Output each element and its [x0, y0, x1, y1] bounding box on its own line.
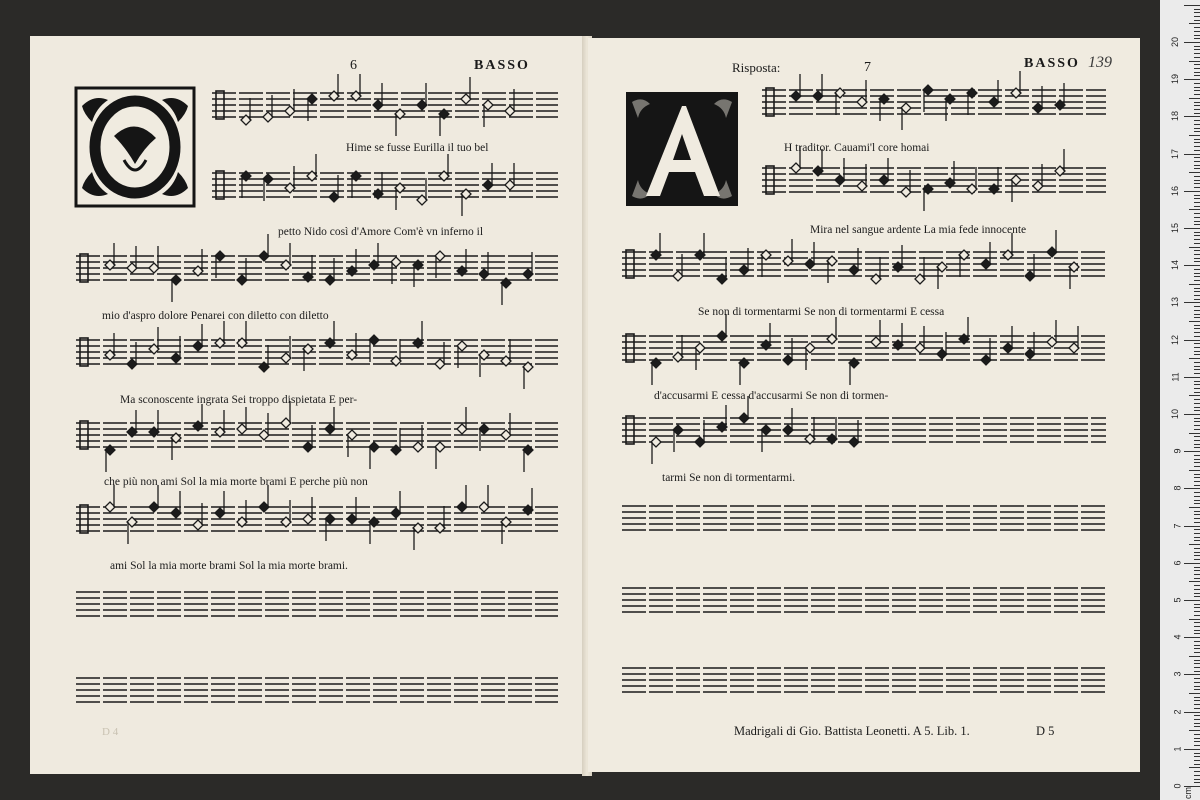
ruler-tick: [1194, 373, 1200, 374]
ruler-tick: [1184, 42, 1200, 43]
ruler-tick: [1184, 377, 1200, 378]
ruler-label: 0: [1172, 783, 1183, 789]
ruler-tick: [1194, 94, 1200, 95]
ruler-tick: [1189, 581, 1200, 582]
ruler-tick: [1194, 351, 1200, 352]
ruler-tick: [1194, 708, 1200, 709]
lyric-line-1: H traditor. Cauami'l core homai: [784, 142, 930, 154]
ruler-label: 15: [1169, 222, 1180, 234]
ruler-tick: [1194, 273, 1200, 274]
ruler-label: 5: [1172, 597, 1183, 603]
ruler-tick: [1189, 98, 1200, 99]
ruler-tick: [1189, 321, 1200, 322]
ruler-label: 2: [1172, 709, 1183, 715]
page-signature: D 5: [1036, 724, 1055, 738]
ruler-tick: [1194, 53, 1200, 54]
ruler-tick: [1194, 418, 1200, 419]
ruler-tick: [1194, 462, 1200, 463]
ruler-tick: [1194, 570, 1200, 571]
ruler-tick: [1194, 150, 1200, 151]
ruler-tick: [1194, 46, 1200, 47]
ruler-tick: [1194, 407, 1200, 408]
ruler-tick: [1184, 302, 1200, 303]
ruler-tick: [1194, 496, 1200, 497]
ruler-label: 9: [1172, 448, 1183, 454]
ruler-label: 6: [1172, 560, 1183, 566]
ruler-tick: [1194, 753, 1200, 754]
ruler-tick: [1194, 269, 1200, 270]
lyric-line-2: Mira nel sangue ardente La mia fede innocente: [810, 224, 1027, 236]
ruler-tick: [1194, 102, 1200, 103]
ruler-tick: [1194, 124, 1200, 125]
ruler-label: 18: [1169, 111, 1180, 122]
ruler-tick: [1189, 693, 1200, 694]
ruler-label: 12: [1169, 334, 1180, 345]
ruler-tick: [1194, 492, 1200, 493]
ruler-tick: [1184, 488, 1200, 489]
ruler-tick: [1184, 340, 1200, 341]
lyric-line-4: d'accusarmi E cessa d'accusarmi Se non di tormen-: [654, 390, 889, 402]
ruler-tick: [1194, 57, 1200, 58]
ruler-tick: [1194, 760, 1200, 761]
ruler-tick: [1189, 395, 1200, 396]
ruler-tick: [1194, 518, 1200, 519]
ruler-tick: [1194, 325, 1200, 326]
ruler-tick: [1194, 615, 1200, 616]
ruler-tick: [1194, 689, 1200, 690]
ruler-tick: [1194, 347, 1200, 348]
ruler-tick: [1194, 299, 1200, 300]
ruler-tick: [1189, 470, 1200, 471]
lyric-line-1: Hime se fusse Eurilla il tuo bel: [346, 142, 489, 154]
ruler-tick: [1194, 235, 1200, 236]
ruler-tick: [1184, 749, 1200, 750]
ruler-tick: [1194, 589, 1200, 590]
ruler-tick: [1184, 526, 1200, 527]
ruler-tick: [1189, 619, 1200, 620]
ruler-tick: [1194, 295, 1200, 296]
ruler-tick: [1189, 61, 1200, 62]
ruler-tick: [1194, 83, 1200, 84]
lyric-line-5: tarmi Se non di tormentarmi.: [662, 472, 796, 484]
ruler-tick: [1194, 511, 1200, 512]
ruler-tick: [1194, 213, 1200, 214]
ruler-tick: [1194, 648, 1200, 649]
ruler-tick: [1194, 782, 1200, 783]
ruler-tick: [1194, 142, 1200, 143]
ruler-tick: [1194, 719, 1200, 720]
ruler-tick: [1194, 161, 1200, 162]
ruler-tick: [1194, 436, 1200, 437]
ruler-tick: [1184, 414, 1200, 415]
ruler-label: 1: [1172, 746, 1183, 752]
ruler-tick: [1189, 172, 1200, 173]
ruler-tick: [1194, 35, 1200, 36]
ruler-tick: [1194, 72, 1200, 73]
ruler-tick: [1194, 254, 1200, 255]
ruler-tick: [1194, 779, 1200, 780]
ruler-tick: [1194, 217, 1200, 218]
ruler-tick: [1194, 195, 1200, 196]
ruler-tick: [1194, 559, 1200, 560]
ruler-tick: [1194, 9, 1200, 10]
ruler-tick: [1184, 712, 1200, 713]
ruler-tick: [1194, 503, 1200, 504]
ruler-tick: [1194, 578, 1200, 579]
left-page-number: 6: [350, 58, 357, 73]
ruler-tick: [1194, 593, 1200, 594]
ruler-tick: [1194, 540, 1200, 541]
ruler-tick: [1194, 20, 1200, 21]
signature-mark: D 4: [102, 726, 119, 738]
ruler-tick: [1194, 474, 1200, 475]
ruler-tick: [1194, 641, 1200, 642]
ruler-tick: [1194, 611, 1200, 612]
ruler-tick: [1194, 384, 1200, 385]
ruler-tick: [1194, 700, 1200, 701]
ruler-tick: [1194, 533, 1200, 534]
ruler-tick: [1194, 607, 1200, 608]
ruler-tick: [1194, 105, 1200, 106]
ruler-tick: [1184, 116, 1200, 117]
ruler-tick: [1194, 429, 1200, 430]
ruler-tick: [1184, 451, 1200, 452]
lyric-line-6: ami Sol la mia morte brami Sol la mia morte brami.: [110, 560, 348, 572]
ruler-tick: [1189, 135, 1200, 136]
ruler-tick: [1194, 366, 1200, 367]
ruler-tick: [1194, 678, 1200, 679]
ruler-label: 4: [1172, 634, 1183, 640]
ruler-tick: [1194, 221, 1200, 222]
ruler-tick: [1194, 343, 1200, 344]
ruler-tick: [1194, 663, 1200, 664]
ruler-tick: [1194, 555, 1200, 556]
ruler-tick: [1194, 87, 1200, 88]
ruler-tick: [1189, 767, 1200, 768]
ruler-tick: [1194, 139, 1200, 140]
ruler-tick: [1194, 447, 1200, 448]
ruler-tick: [1194, 440, 1200, 441]
ruler-tick: [1189, 507, 1200, 508]
ruler-tick: [1194, 49, 1200, 50]
ruler-tick: [1184, 637, 1200, 638]
ruler-tick: [1194, 626, 1200, 627]
lyric-line-2: petto Nido così d'Amore Com'è vn inferno il: [278, 226, 484, 238]
ruler-tick: [1194, 369, 1200, 370]
ruler-tick: [1194, 522, 1200, 523]
ruler-label: 8: [1172, 485, 1183, 491]
ruler-tick: [1194, 183, 1200, 184]
ruler-tick: [1194, 157, 1200, 158]
ruler-tick: [1194, 12, 1200, 13]
ruler-tick: [1189, 209, 1200, 210]
ruler-tick: [1194, 261, 1200, 262]
ruler-tick: [1194, 168, 1200, 169]
ruler-tick: [1194, 202, 1200, 203]
ruler-tick: [1194, 198, 1200, 199]
ruler-tick: [1189, 544, 1200, 545]
ruler-tick: [1194, 734, 1200, 735]
ruler-tick: [1184, 228, 1200, 229]
measurement-ruler: [1160, 0, 1200, 800]
ruler-tick: [1194, 336, 1200, 337]
ruler-tick: [1194, 738, 1200, 739]
ruler-tick: [1194, 31, 1200, 32]
ruler-tick: [1189, 284, 1200, 285]
ruler-tick: [1194, 444, 1200, 445]
ruler-tick: [1194, 723, 1200, 724]
ruler-tick: [1194, 425, 1200, 426]
ruler-tick: [1194, 128, 1200, 129]
ruler-tick: [1194, 280, 1200, 281]
ruler-tick: [1184, 191, 1200, 192]
ruler-tick: [1194, 537, 1200, 538]
ruler-tick: [1194, 715, 1200, 716]
ruler-tick: [1194, 187, 1200, 188]
ruler-tick: [1194, 500, 1200, 501]
ruler-tick: [1194, 775, 1200, 776]
lyric-line-3: Se non di tormentarmi Se non di tormentarmi E cessa: [698, 306, 945, 318]
ruler-tick: [1184, 563, 1200, 564]
ruler-tick: [1189, 656, 1200, 657]
ruler-tick: [1194, 64, 1200, 65]
ruler-tick: [1184, 600, 1200, 601]
ruler-tick: [1184, 79, 1200, 80]
ruler-tick: [1194, 310, 1200, 311]
ruler-tick: [1194, 604, 1200, 605]
ruler-tick: [1194, 206, 1200, 207]
ruler-label: 16: [1169, 185, 1180, 196]
ruler-tick: [1194, 146, 1200, 147]
ruler-label: 13: [1169, 297, 1180, 308]
ruler-tick: [1194, 514, 1200, 515]
ruler-tick: [1194, 660, 1200, 661]
ruler-label: 7: [1172, 523, 1183, 529]
ruler-tick: [1194, 459, 1200, 460]
ruler-tick: [1194, 288, 1200, 289]
ruler-tick: [1194, 697, 1200, 698]
ruler-tick: [1194, 109, 1200, 110]
ruler-label: 14: [1169, 260, 1180, 271]
ruler-tick: [1184, 674, 1200, 675]
ruler-tick: [1189, 433, 1200, 434]
ruler-label: 3: [1172, 671, 1183, 677]
ruler-tick: [1194, 232, 1200, 233]
ruler-tick: [1194, 552, 1200, 553]
ruler-tick: [1184, 154, 1200, 155]
ruler-tick: [1194, 75, 1200, 76]
ruler-tick: [1194, 421, 1200, 422]
ruler-tick: [1194, 455, 1200, 456]
ruler-tick: [1194, 756, 1200, 757]
ruler-tick: [1194, 633, 1200, 634]
ruler-tick: [1194, 314, 1200, 315]
ruler-label: 11: [1170, 372, 1181, 382]
ruler-tick: [1194, 403, 1200, 404]
ruler-tick: [1194, 410, 1200, 411]
ruler-tick: [1194, 328, 1200, 329]
left-voice-header: BASSO: [474, 58, 530, 73]
ruler-tick: [1194, 180, 1200, 181]
ruler-tick: [1194, 27, 1200, 28]
ruler-tick: [1194, 485, 1200, 486]
ruler-unit: cm: [1183, 787, 1193, 799]
ruler-tick: [1194, 388, 1200, 389]
ruler-tick: [1194, 224, 1200, 225]
ruler-tick: [1194, 630, 1200, 631]
ruler-tick: [1194, 686, 1200, 687]
ruler-tick: [1194, 764, 1200, 765]
ruler-tick: [1194, 671, 1200, 672]
ruler-tick: [1194, 652, 1200, 653]
right-voice-header: BASSO: [1024, 56, 1080, 71]
lyric-line-5: che più non ami Sol la mia morte brami E perche più non: [104, 476, 368, 488]
ruler-label: 20: [1169, 36, 1180, 48]
ruler-tick: [1194, 291, 1200, 292]
ruler-tick: [1194, 306, 1200, 307]
ruler-tick: [1194, 466, 1200, 467]
ruler-tick: [1194, 481, 1200, 482]
ruler-tick: [1194, 667, 1200, 668]
ruler-tick: [1194, 243, 1200, 244]
ruler-label: 17: [1169, 148, 1180, 159]
ruler-tick: [1194, 399, 1200, 400]
ruler-tick: [1194, 90, 1200, 91]
ruler-tick: [1194, 771, 1200, 772]
ruler-tick: [1194, 585, 1200, 586]
ruler-tick: [1194, 250, 1200, 251]
ruler-tick: [1189, 730, 1200, 731]
ruler-tick: [1194, 239, 1200, 240]
ruler-tick: [1194, 704, 1200, 705]
ruler-tick: [1194, 354, 1200, 355]
ruler-tick: [1194, 165, 1200, 166]
ruler-tick: [1194, 741, 1200, 742]
ruler-tick: [1189, 358, 1200, 359]
lyric-line-4: Ma sconoscente ingrata Sei troppo dispietata E per-: [120, 394, 358, 406]
right-page-number: 7: [864, 60, 871, 75]
right-page-title: Risposta:: [732, 60, 781, 75]
ruler-tick: [1194, 258, 1200, 259]
ruler-tick: [1194, 332, 1200, 333]
ruler-tick: [1194, 16, 1200, 17]
ruler-tick: [1194, 477, 1200, 478]
lyric-line-3: mio d'aspro dolore Penarei con diletto con diletto: [102, 310, 329, 322]
page-footer: Madrigali di Gio. Battista Leonetti. A 5. Lib. 1.: [734, 724, 970, 738]
ruler-label: 19: [1169, 74, 1180, 85]
handwritten-folio-number: 139: [1088, 54, 1112, 71]
ruler-tick: [1194, 38, 1200, 39]
ruler-tick: [1194, 548, 1200, 549]
ruler-tick: [1194, 596, 1200, 597]
ruler-tick: [1184, 5, 1200, 6]
ruler-tick: [1194, 381, 1200, 382]
ruler-tick: [1194, 726, 1200, 727]
ruler-tick: [1184, 265, 1200, 266]
ruler-tick: [1194, 131, 1200, 132]
ruler-tick: [1194, 567, 1200, 568]
ruler-tick: [1189, 247, 1200, 248]
ruler-tick: [1194, 745, 1200, 746]
ruler-tick: [1194, 113, 1200, 114]
ruler-tick: [1194, 682, 1200, 683]
ruler-tick: [1189, 23, 1200, 24]
ruler-tick: [1194, 276, 1200, 277]
ruler-tick: [1194, 120, 1200, 121]
ruler-tick: [1194, 362, 1200, 363]
ruler-tick: [1194, 68, 1200, 69]
ruler-tick: [1194, 645, 1200, 646]
ruler-tick: [1194, 529, 1200, 530]
ruler-tick: [1194, 574, 1200, 575]
ruler-tick: [1194, 392, 1200, 393]
ruler-tick: [1194, 317, 1200, 318]
ruler-label: 10: [1169, 408, 1180, 420]
ruler-tick: [1194, 176, 1200, 177]
ruler-tick: [1194, 622, 1200, 623]
